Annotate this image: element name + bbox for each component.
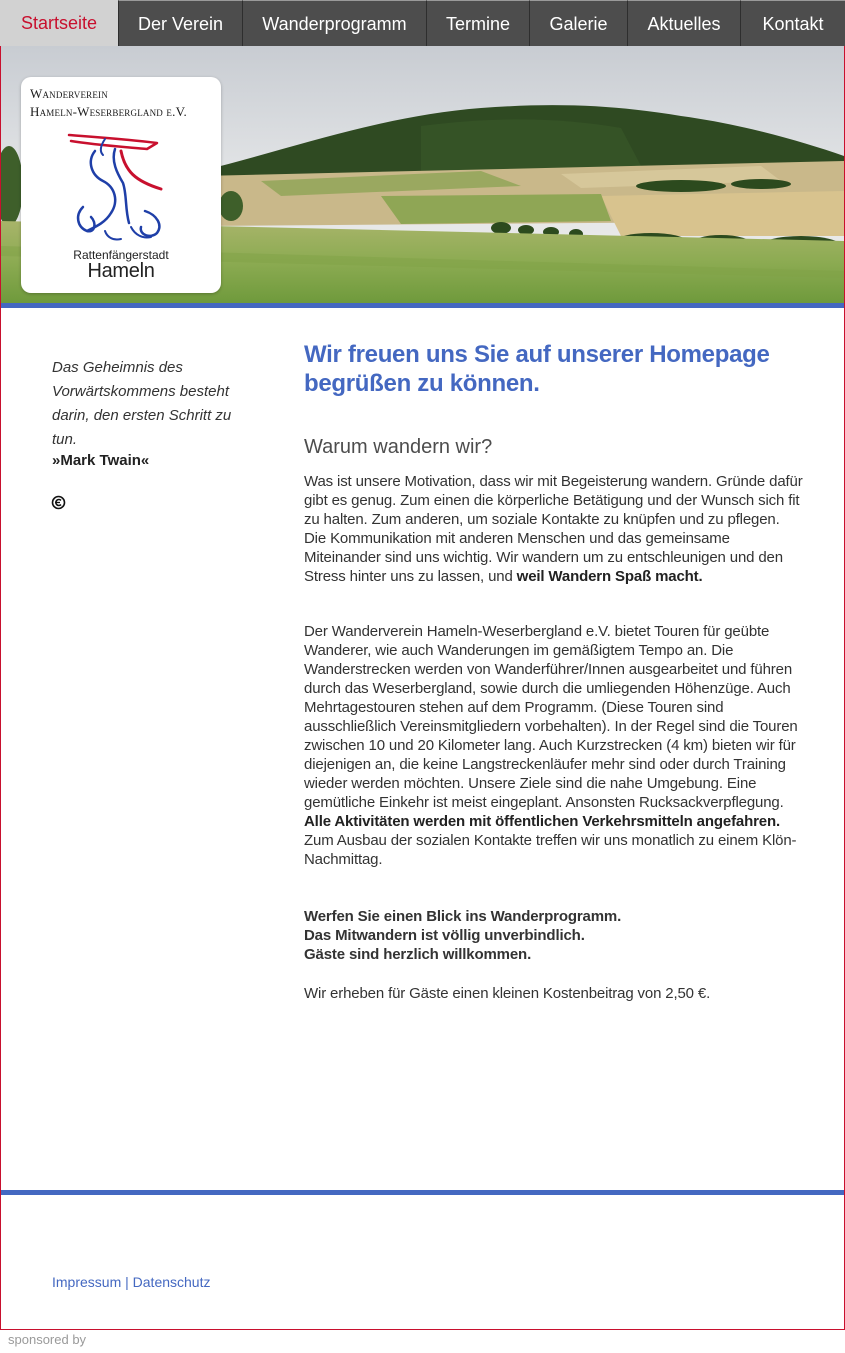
footer-links [52, 1274, 210, 1290]
footer-divider [1, 1190, 844, 1195]
paragraph-fee: Wir erheben für Gäste einen kleinen Kostenbeitrag von 2,50 €. [304, 985, 711, 1002]
paragraph-tours: Der Wanderverein Hameln-Weserbergland e.V. bietet Touren für geübte Wanderer, wie auch Wanderungen im gemäßigtem Tempo an. Die Wanderstrecken werden von Wanderführer/Innen ausgearbeitet und führen durch das Weserbergland, sowie durch die umliegenden Höhenzüge. Auch Mehrtagestouren stehen auf dem Programm. (Diese Touren sind ausschließlich Vereinsmitgliedern vorbehalten). In der Regel sind die Touren zwischen 10 und 20 Kilometer lang. Auch Kurzstrecken (4 km) bieten wir für diejenigen an, die keine Langstreckenläufer mehr sind oder durch Training wieder werden möchten. Unsere Ziele sind die nahe Umgebung. Eine gemütliche Einkehr ist meist eingeplant. Ansonsten Rucksackverpflegung. Alle Aktivitäten werden mit öffentlichen Verkehrsmitteln angefahren. Zum Ausbau der sozialen Kontakte treffen wir uns monatlich zu einem Klön-Nachmittag. [304, 623, 798, 868]
sidebar-quote: Das Geheimnis des Vorwärtskommens besteht darin, den ersten Schritt zu tun. [52, 359, 232, 448]
impressum-link[interactable]: Impressum [52, 1274, 122, 1290]
nav-item-termine[interactable]: Termine [426, 0, 529, 46]
logo-city-label: Rattenfängerstadt [73, 248, 169, 262]
footer-separator: | [125, 1274, 129, 1290]
nav-item-wanderprogramm[interactable]: Wanderprogramm [242, 0, 426, 46]
sponsored-by-label: sponsored by [8, 1332, 87, 1347]
logo-city-name: Hameln [87, 260, 155, 282]
logo-title: Wanderverein Hameln-Weserbergland e.V. [30, 86, 187, 119]
main-content [304, 340, 804, 459]
nav-item-kontakt[interactable]: Kontakt [740, 0, 845, 46]
paragraph-invitation: Werfen Sie einen Blick ins Wanderprogramm. Das Mitwandern ist völlig unverbindlich. Gäste sind herzlich willkommen. [304, 908, 622, 963]
section-heading: Warum wandern wir? [304, 436, 493, 458]
nav-item-startseite[interactable]: Startseite [0, 0, 118, 46]
paragraph-motivation: Was ist unsere Motivation, dass wir mit Begeisterung wandern. Gründe dafür gibt es genug. Zum einen die körperliche Betätigung und der Wunsch sich fit zu halten. Zum anderen, um soziale Kontakte zu knüpfen und zu pflegen. Die Kommunikation mit anderen Menschen und das gemeinsame Miteinander sind uns wichtig. Wir wandern um zu entschleunigen und den Stress hinter uns zu lassen, und weil Wandern Spaß macht. [304, 473, 803, 585]
nav-item-galerie[interactable]: Galerie [529, 0, 627, 46]
copyright-circle-icon [51, 495, 66, 510]
pied-piper-figure-icon [65, 131, 177, 249]
main-navigation [0, 0, 845, 46]
quote-author: »Mark Twain« [52, 452, 150, 469]
nav-item-der-verein[interactable]: Der Verein [118, 0, 242, 46]
nav-item-aktuelles[interactable]: Aktuelles [627, 0, 740, 46]
club-logo[interactable] [21, 77, 221, 293]
page-headline: Wir freuen uns Sie auf unserer Homepage begrüßen zu können. [304, 341, 770, 397]
header-divider [1, 303, 844, 308]
datenschutz-link[interactable]: Datenschutz [132, 1274, 211, 1290]
